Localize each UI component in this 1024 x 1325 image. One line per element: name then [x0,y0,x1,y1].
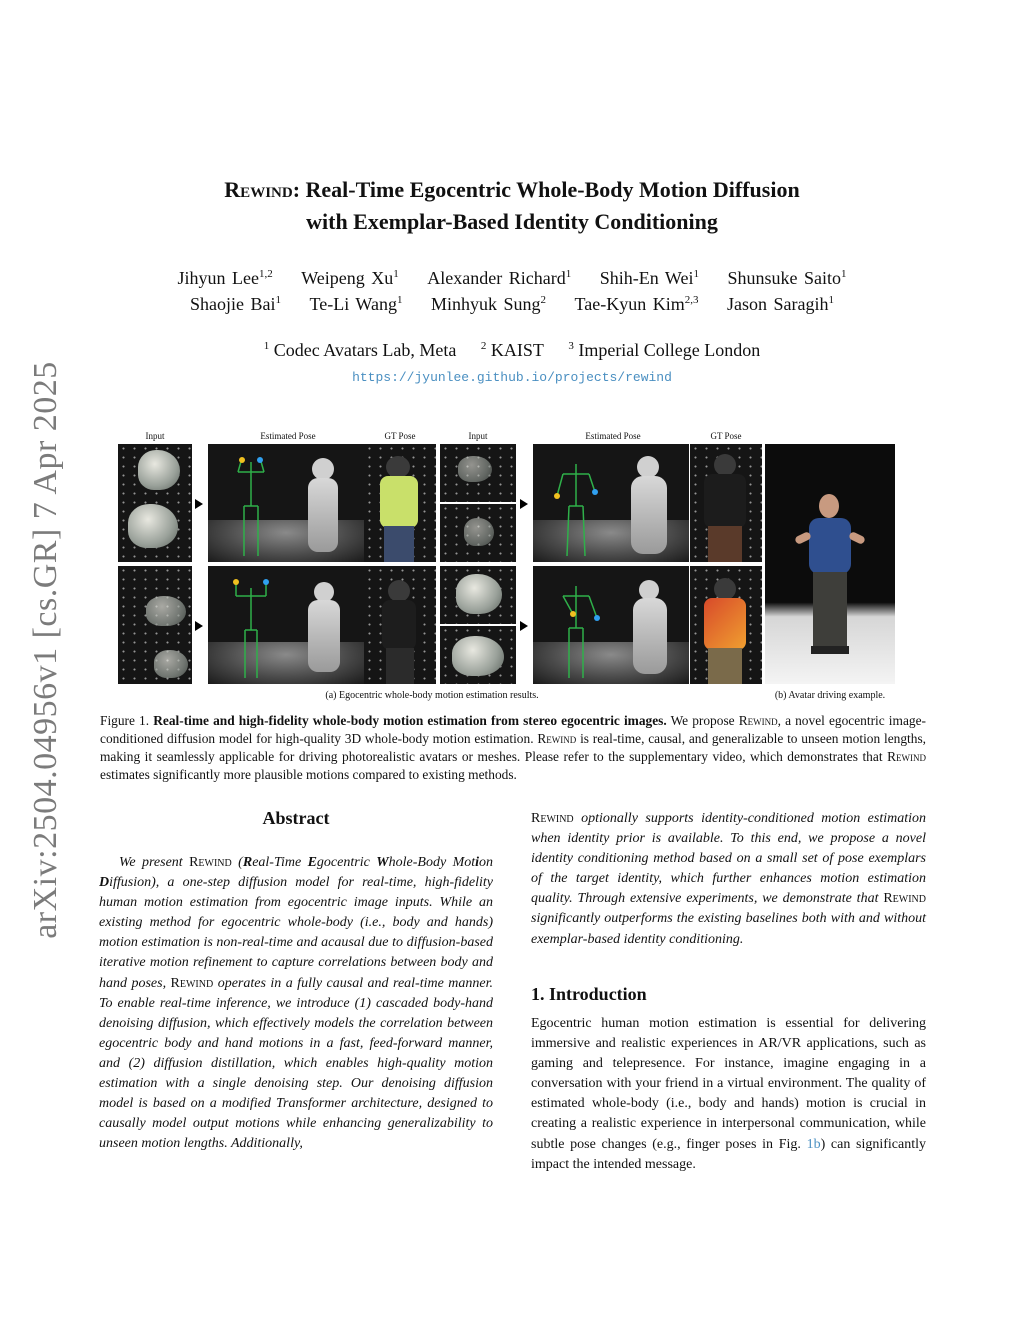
author: Jihyun Lee$^{1,2}$ [177,268,273,288]
avatar-image [765,444,895,684]
author: Weipeng Xu$^1$ [301,268,399,288]
skeleton-icon [218,456,284,560]
abstract-body: We present Rewind (Real-Time Egocentric Whole-Body Motion Diffusion), a one-step diffusion model for real-time, high-fidelity human motion estimation from egocentric image inputs. While an existing method for egocentric whole-body (i.e., body and hands) motion estimation is non-real-time and acausal due to diffusion-based iterative motion refinement to capture correlations between body and hand poses, Rewind operates in a fully causal and real-time manner. To enable real-time inference, we introduce (1) cascaded body-hand denoising diffusion, which effectively models the correlation between egocentric body and hand motions in a fast, feed-forward manner, and (2) diffusion distillation, which enables high-quality motion estimation with a single denoising step. Our denoising diffusion model is based on a modified Transformer architecture, designed to causally model output motions while enhancing generalizability to unseen motion lengths. Additionally, [99,855,493,1152]
abstract-heading: Abstract [262,808,330,828]
gt-pose-image [690,566,762,684]
estimated-pose-image [533,566,689,684]
gt-pose-image [690,444,762,562]
subcaption-b: (b) Avatar driving example. [774,690,886,701]
label-input-right: Input [468,431,488,441]
author-list-row2 [100,294,924,315]
estimated-pose-image [533,444,689,562]
figure-caption: Figure 1. Real-time and high-fidelity whole-body motion estimation from stereo egocentric images. We propose Rewind, a novel egocentric image-conditioned diffusion model for high-quality 3D whole-body motion estimation. Rewind is real-time, causal, and generalizable to unseen motion lengths, making it seamlessly applicable for driving photorealistic avatars or meshes. Please refer to the supplementary video, which demonstrates that Rewind estimates significantly more plausible motions compared to existing methods. [100,713,927,782]
introduction-body: Egocentric human motion estimation is essential for delivering immersive and realistic experiences in AR/VR applications, such as gaming and telepresence. For instance, imagine engaging in a conversation with your friend in a virtual environment. The quality of estimated whole-body (i.e., body and hands) motion is crucial in creating a realistic experience in interpersonal communication, while subtle pose changes (e.g., finger poses in Fig. 1b) can significantly impact the intended message. [531,1016,927,1172]
input-image [440,626,516,684]
paper-title: Rewind: Real-Time Egocentric Whole-Body Motion Diffusion with Exemplar-Based Identity Conditioning [224,177,800,234]
label-gt-left: GT Pose [384,431,416,441]
introduction-heading: 1. Introduction [531,984,647,1004]
skeleton-icon [543,578,609,682]
author: Alexander Richard$^1$ [427,268,572,288]
arrow-icon [520,621,528,631]
input-image [440,504,516,562]
input-image [440,566,516,624]
gt-pose-image [364,444,436,562]
author: Tae-Kyun Kim$^{2,3}$ [574,294,699,314]
arrow-icon [520,499,528,509]
author-list-row1 [100,268,924,289]
input-image [440,444,516,502]
skeleton-icon [218,578,284,682]
author: Te-Li Wang$^1$ [309,294,403,314]
project-url[interactable]: https://jyunlee.github.io/projects/rewind [352,370,672,385]
gt-pose-image [364,566,436,684]
estimated-pose-image [208,566,364,684]
affiliations: $^1$ Codec Avatars Lab, Meta $^2$ KAIST $^3$ Imperial College London [263,340,761,360]
figure-reference-link[interactable]: 1b [806,1136,821,1152]
author: Jason Saragih$^1$ [726,294,834,314]
label-input-left: Input [145,431,165,441]
author: Shih-En Wei$^1$ [599,268,699,288]
label-gt-right: GT Pose [710,431,742,441]
input-image [118,444,192,562]
arrow-icon [195,499,203,509]
author: Shaojie Bai$^1$ [190,294,282,314]
estimated-pose-image [208,444,364,562]
author: Minhyuk Sung$^2$ [430,294,546,314]
label-estimated-right: Estimated Pose [585,431,641,441]
arxiv-identifier: arXiv:2504.04956v1 [cs.GR] 7 Apr 2025 [27,361,64,939]
abstract-body-continued: Rewind optionally supports identity-conditioned motion estimation when identity prior is available. To this end, we propose a novel identity conditioning method based on a small set of pose exemplars of the target identity, which further enhances motion estimation quality. Through extensive experiments, we demonstrate that Rewind significantly outperforms the existing baselines both with and without exemplar-based identity conditioning. [531,811,926,947]
subcaption-a: (a) Egocentric whole-body motion estimation results. [325,690,539,701]
arrow-icon [195,621,203,631]
input-image [118,566,192,684]
skeleton-icon [543,456,609,560]
author: Shunsuke Saito$^1$ [727,268,847,288]
label-estimated-left: Estimated Pose [260,431,316,441]
